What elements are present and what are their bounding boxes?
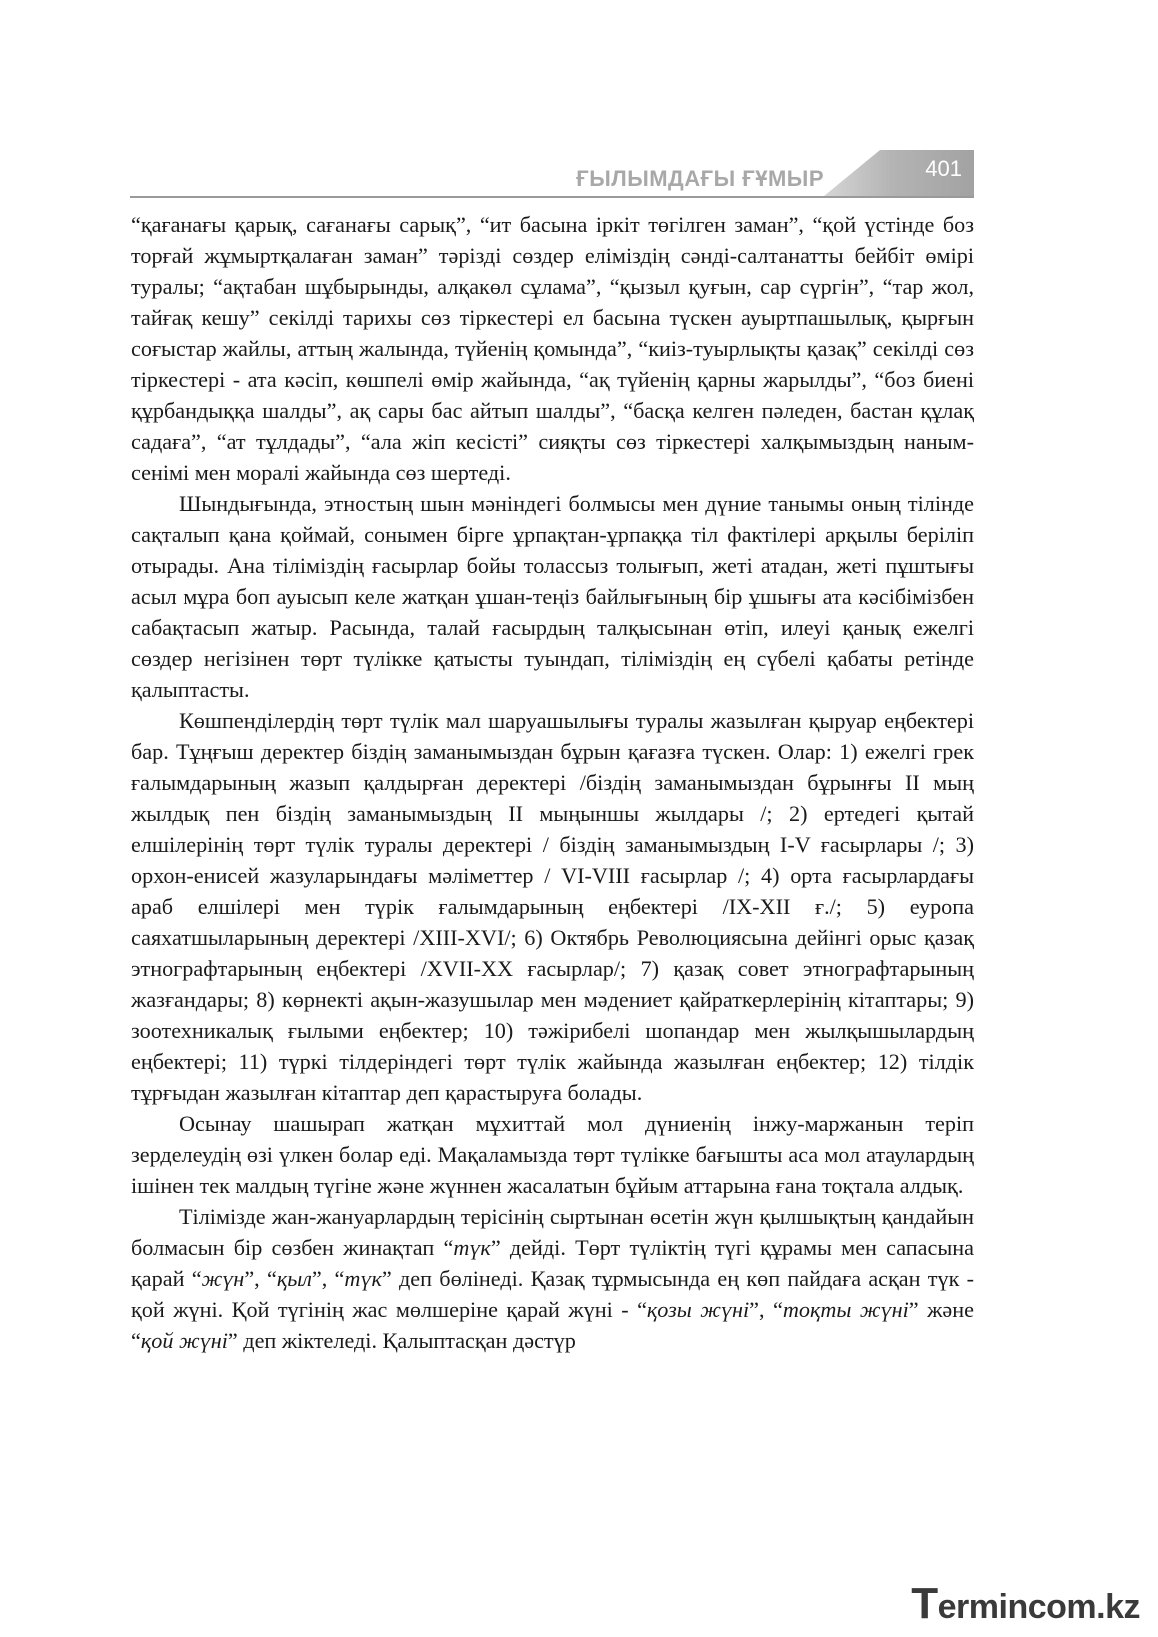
term-tuk-2: түк [344,1266,382,1291]
paragraph-5-text: ” деп бөлінеді. Қазақ тұрмысында ең көп пайдаға асқан түк - қой жүні. Қой түгінің жас мөлшеріне қарай жүні - “ [131,1266,974,1322]
paragraph-5-text: ”, “ [749,1297,783,1322]
paragraph-5-text: ” дейді. Төрт түліктің түгі құрамы мен сапасына қарай “ [131,1235,975,1291]
paragraph-5-text: ”, “ [244,1266,277,1291]
page-number-tab [824,150,974,196]
paragraph-5 [131,1201,974,1356]
running-header-title: ҒЫЛЫМДАҒЫ ҒҰМЫР [576,166,824,191]
term-qozy-zhuni: қозы жүні [646,1297,750,1322]
page-number: 401 [925,156,962,181]
paragraph-3: Көшпенділердің төрт түлік мал шаруашылығы туралы жазылған қыруар еңбектері бар. Тұңғыш деректер біздің заманымыздан бұрын қағазға түскен. Олар: 1) ежелгі грек ғалымдарының жазып қалдырған деректері /біздің заманымыздан бұрынғы II мың жылдық пен біздің заманымыздың II мыңыншы жылдары /; 2) ертедегі қытай елшілерінің төрт түлік туралы деректері / біздің заманымыздың I-V ғасырлары /; 3) орхон-енисей жазуларындағы мәліметтер / VI-VIII ғасырлар /; 4) орта ғасырлардағы араб елшілері мен түрік ғалымдарының еңбектері /IX-XII ғ./; 5) еуропа саяхатшыларының деректері /XIII-XVI/; 6) Октябрь Революциясына дейінгі орыс қазақ этнографтарының еңбектері /XVII-XX ғасырлар/; 7) қазақ совет этнографтарының жазғандары; 8) көрнекті ақын-жазушылар мен мәдениет қайраткерлерінің кітаптары; 9) зоотехникалық ғылыми еңбектер; 10) тәжірибелі шопандар мен жылқышылардың еңбектері; 11) түркі тілдеріндегі төрт түлік жайында жазылған еңбектер; 12) тілдік тұрғыдан жазылған кітаптар деп қарастыруға болады. [131,708,974,1105]
body-text [131,209,974,1356]
paragraph-5-text: ” және “ [131,1297,974,1353]
paragraph-5-text: ”, “ [311,1266,345,1291]
paragraph-5-text: Тілімізде жан-жануарлардың терісінің сыртынан өсетін жүн қылшықтың қандайын болмасын бір сөзбен жинақтап “ [131,1204,974,1260]
paragraph-1: “қағанағы қарық, сағанағы сарық”, “ит басына іркіт төгілген заман”, “қой үстінде боз торғай жұмыртқалаған заман” тәрізді сөздер еліміздің сәнді-салтанатты бейбіт өмірі туралы; “ақтабан шұбырынды, алқакөл сұлама”, “қызыл қуғын, сар сүргін”, “тар жол, тайғақ кешу” секілді тарихы сөз тіркестері ел басына түскен ауыртпашылық, қырғын соғыстар жайлы, аттың жалында, түйенің қомында”, “киіз-туырлықты қазақ” секілді сөз тіркестері - ата кәсіп, көшпелі өмір жайында, “ақ түйенің қарны жарылды”, “боз биені құрбандыққа шалды”, ақ сары бас айтып шалды”, “басқа келген пәледен, бастан құлақ садаға”, “ат тұлдады”, “ала жіп кесісті” сияқты сөз тіркестері халқымыздың наным-сенімі мен моралі жайында сөз шертеді. [131,212,974,485]
term-qoi-zhuni: қой жүні [140,1328,228,1353]
term-toqty-zhuni: тоқты жүні [782,1297,909,1322]
watermark-text: ermincom.kz [937,1588,1140,1626]
term-tuk: түк [453,1235,491,1260]
term-qyl: қыл [276,1266,312,1291]
site-watermark [911,1579,1140,1629]
watermark-initial: T [911,1579,938,1628]
header-rule [130,196,974,198]
term-zhun: жүн [201,1266,245,1291]
paragraph-4: Осынау шашырап жатқан мұхиттай мол дүниенің інжу-маржанын теріп зерделеудің өзі үлкен болар еді. Мақаламызда төрт түлікке бағышты аса мол атаулардың ішінен тек малдың түгіне және жүннен жасалатын бұйым аттарына ғана тоқтала алдық. [131,1111,974,1198]
paragraph-2: Шындығында, этностың шын мәніндегі болмысы мен дүние танымы оның тілінде сақталып қана қоймай, сонымен бірге ұрпақтан-ұрпаққа тіл фактілері арқылы беріліп отырады. Ана тіліміздің ғасырлар бойы толассыз толығып, жеті атадан, жеті пұштығы асыл мұра боп ауысып келе жатқан ұшан-теңіз байлығының бір ұшығы ата кәсібімізбен сабақтасып жатыр. Расында, талай ғасырдың талқысынан өтіп, илеуі қанық ежелгі сөздер негізінен төрт түлікке қатысты туындап, тіліміздің ең сүбелі қабаты ретінде қалыптасты. [131,491,974,702]
running-header [130,150,974,198]
paragraph-5-text: ” деп жіктеледі. Қалыптасқан дәстүр [227,1328,576,1353]
